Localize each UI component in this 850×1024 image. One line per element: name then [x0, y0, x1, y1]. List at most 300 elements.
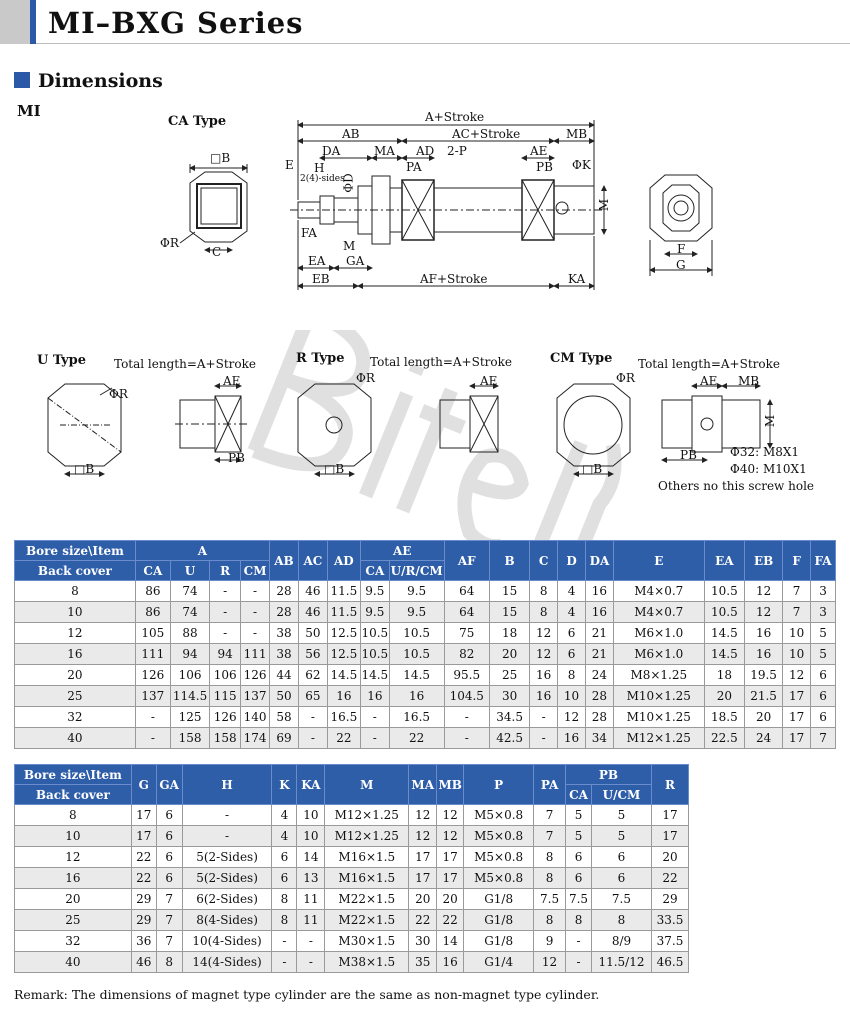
dim-pb-ca: PB	[536, 160, 553, 174]
t2-head-ma: MA	[409, 765, 437, 805]
table-row	[15, 847, 689, 868]
t1-head-f: F	[783, 541, 811, 581]
table-cell: 7	[783, 581, 811, 602]
table-cell: 13	[297, 868, 325, 889]
t1-head-b: B	[489, 541, 529, 581]
table-cell: 29	[131, 889, 156, 910]
table-cell: M6×1.0	[613, 644, 704, 665]
table-cell: 4	[272, 826, 297, 847]
table-cell: 46	[298, 581, 327, 602]
table-row	[15, 623, 836, 644]
r-type-label: R Type	[296, 351, 345, 366]
table-cell: 8	[534, 910, 566, 931]
table-cell: 17	[651, 805, 688, 826]
table-cell: 11.5	[327, 581, 360, 602]
table-cell: 137	[135, 686, 170, 707]
table-cell: 8	[15, 805, 132, 826]
table-row	[15, 889, 689, 910]
table-cell: 8	[566, 910, 592, 931]
dim-h: H	[314, 161, 325, 175]
table-cell: 74	[170, 602, 209, 623]
cm-note-1: Φ32: M8X1	[730, 445, 800, 459]
table-cell: 17	[131, 805, 156, 826]
table-cell: 16.5	[389, 707, 444, 728]
table-cell: 14(4-Sides)	[182, 952, 272, 973]
t2-head-mb: MB	[437, 765, 464, 805]
table-cell: -	[444, 707, 489, 728]
table-cell: 44	[270, 665, 299, 686]
table-row	[15, 805, 689, 826]
table-cell: 32	[15, 707, 136, 728]
table-cell: 46.5	[651, 952, 688, 973]
table-cell: 64	[444, 581, 489, 602]
t1-head-af: AF	[444, 541, 489, 581]
table-cell: 6	[156, 805, 182, 826]
table-cell: 7.5	[592, 889, 652, 910]
table-cell: 9.5	[360, 581, 389, 602]
table-cell: 22	[651, 868, 688, 889]
table-cell: -	[298, 728, 327, 749]
table-cell: -	[241, 581, 270, 602]
table-cell: 17	[437, 868, 464, 889]
table-cell: 8	[534, 868, 566, 889]
dimension-table-1	[14, 540, 836, 749]
t1-head-ad: AD	[327, 541, 360, 581]
table-row	[15, 952, 689, 973]
page-title: MI–BXG Series	[48, 6, 304, 40]
table-cell: M5×0.8	[464, 805, 534, 826]
table-cell: 5	[566, 826, 592, 847]
table-cell: M22×1.5	[325, 910, 409, 931]
table-cell: 9.5	[389, 581, 444, 602]
table-cell: 17	[131, 826, 156, 847]
table-cell: 16	[389, 686, 444, 707]
table-row	[15, 644, 836, 665]
dim-mb: MB	[566, 127, 588, 141]
table-cell: 46	[298, 602, 327, 623]
table-cell: 20	[409, 889, 437, 910]
table-cell: 16	[530, 665, 558, 686]
dim-phid: ΦD	[341, 173, 356, 193]
table-cell: 21	[585, 623, 613, 644]
table-cell: 10.5	[704, 602, 744, 623]
table-cell: 82	[444, 644, 489, 665]
table-cell: -	[566, 952, 592, 973]
table-cell: 114.5	[170, 686, 209, 707]
table-cell: 10	[558, 686, 586, 707]
table-cell: 111	[241, 644, 270, 665]
table-cell: 5	[592, 805, 652, 826]
table-cell: M12×1.25	[325, 805, 409, 826]
table-cell: 8	[272, 910, 297, 931]
t2-head-g: G	[131, 765, 156, 805]
table-cell: 12	[744, 581, 782, 602]
table-cell: 16	[437, 952, 464, 973]
table-cell: 8	[272, 889, 297, 910]
table-cell: M10×1.25	[613, 707, 704, 728]
t1-head-a: A	[135, 541, 269, 561]
cm-mb: MB	[738, 374, 760, 388]
dim-eb: EB	[312, 272, 330, 286]
table-cell: M5×0.8	[464, 847, 534, 868]
dim-fa: FA	[301, 226, 317, 240]
table-row	[15, 707, 836, 728]
table-cell: M16×1.5	[325, 847, 409, 868]
table-cell: 17	[409, 847, 437, 868]
table-cell: 14.5	[389, 665, 444, 686]
table-cell: 10	[297, 805, 325, 826]
table-cell: 22	[327, 728, 360, 749]
table-cell: 104.5	[444, 686, 489, 707]
t2-head-pa: PA	[534, 765, 566, 805]
u-type-label: U Type	[37, 353, 87, 368]
table-cell: 8	[530, 602, 558, 623]
table-cell: 29	[651, 889, 688, 910]
table-row	[15, 728, 836, 749]
dim-g: G	[676, 258, 686, 272]
table-cell: 10	[783, 623, 811, 644]
cm-b: □B	[582, 462, 603, 476]
table-cell: 12	[558, 707, 586, 728]
table-cell: 16	[15, 644, 136, 665]
table-row	[15, 931, 689, 952]
table-cell: 14.5	[704, 623, 744, 644]
table-cell: 56	[298, 644, 327, 665]
table-cell: 18	[489, 623, 529, 644]
table-cell: -	[566, 931, 592, 952]
table-cell: -	[360, 728, 389, 749]
table-cell: -	[444, 728, 489, 749]
table-cell: 6	[558, 644, 586, 665]
table-cell: 17	[783, 686, 811, 707]
table-cell: 11.5	[327, 602, 360, 623]
table-cell: 14	[297, 847, 325, 868]
table-cell: 17	[437, 847, 464, 868]
table-cell: 4	[272, 805, 297, 826]
table-cell: 22.5	[704, 728, 744, 749]
table-cell: 6	[558, 623, 586, 644]
table-cell: 17	[783, 728, 811, 749]
table-cell: -	[297, 931, 325, 952]
table-cell: 10	[15, 826, 132, 847]
table-cell: 5	[566, 805, 592, 826]
table-cell: 17	[651, 826, 688, 847]
table-cell: 8	[530, 581, 558, 602]
t1-head-ac: AC	[298, 541, 327, 581]
cm-type-end-view	[557, 384, 630, 474]
u-b: □B	[74, 462, 95, 476]
table-cell: 10	[297, 826, 325, 847]
table-cell: 12	[437, 805, 464, 826]
table-cell: 6	[156, 868, 182, 889]
table-cell: -	[241, 602, 270, 623]
u-phir: ΦR	[109, 387, 128, 401]
cm-note-2: Φ40: M10X1	[730, 462, 807, 476]
table-cell: 106	[210, 665, 241, 686]
table-cell: 14.5	[704, 644, 744, 665]
table-row	[15, 581, 836, 602]
table-cell: 20	[651, 847, 688, 868]
table-cell: 8	[592, 910, 652, 931]
table-cell: 25	[15, 686, 136, 707]
table-cell: 8	[156, 952, 182, 973]
dim-e: E	[285, 158, 294, 172]
table-cell: 8(4-Sides)	[182, 910, 272, 931]
table-cell: 158	[170, 728, 209, 749]
dim-pa: PA	[406, 160, 422, 174]
table-cell: 10.5	[360, 623, 389, 644]
table-cell: 9.5	[360, 602, 389, 623]
table-cell: 137	[241, 686, 270, 707]
table-cell: 140	[241, 707, 270, 728]
table-cell: 10.5	[360, 644, 389, 665]
t1-head-ae-ca: CA	[360, 561, 389, 581]
table-cell: -	[210, 602, 241, 623]
table-cell: 12	[15, 623, 136, 644]
table-cell: M8×1.25	[613, 665, 704, 686]
dim-ka: KA	[568, 272, 586, 286]
table-cell: 15	[489, 602, 529, 623]
table-cell: M4×0.7	[613, 581, 704, 602]
table-cell: 16	[558, 728, 586, 749]
cm-ae: AE	[700, 374, 718, 388]
table-cell: 6	[811, 707, 836, 728]
table-cell: 14	[437, 931, 464, 952]
table-row	[15, 665, 836, 686]
table-cell: 3	[811, 581, 836, 602]
r-type-end-view	[298, 384, 371, 474]
table-cell: 16.5	[327, 707, 360, 728]
dim-m-ca: M	[597, 198, 612, 212]
cm-total-length: Total length=A+Stroke	[638, 357, 780, 371]
table-cell: 50	[270, 686, 299, 707]
table-cell: 22	[131, 868, 156, 889]
table-cell: 32	[15, 931, 132, 952]
table-cell: 17	[783, 707, 811, 728]
table-cell: 6	[156, 826, 182, 847]
table-cell: 17	[409, 868, 437, 889]
table-cell: 25	[489, 665, 529, 686]
table-cell: 4	[558, 581, 586, 602]
table-cell: -	[241, 623, 270, 644]
table-cell: 11	[297, 889, 325, 910]
t2-head-p: P	[464, 765, 534, 805]
t2-head-r: R	[651, 765, 688, 805]
cm-phir: ΦR	[616, 371, 635, 385]
dim-phik: ΦK	[572, 158, 591, 172]
table-cell: 6	[272, 847, 297, 868]
table-cell: 24	[744, 728, 782, 749]
t1-head-a-cm: CM	[241, 561, 270, 581]
t2-head-pb-ca: CA	[566, 785, 592, 805]
table-cell: 86	[135, 581, 170, 602]
dim-m-bottom: M	[343, 239, 356, 253]
t1-head-eb: EB	[744, 541, 782, 581]
t2-head-ka: KA	[297, 765, 325, 805]
table-cell: 5	[811, 623, 836, 644]
table-cell: 7.5	[566, 889, 592, 910]
table-cell: 7.5	[534, 889, 566, 910]
table-cell: 16	[744, 623, 782, 644]
t1-head-e: E	[613, 541, 704, 581]
table-cell: 58	[270, 707, 299, 728]
dim-phir-ca: ΦR	[160, 236, 179, 250]
table-cell: 9.5	[389, 602, 444, 623]
table-cell: 6	[566, 868, 592, 889]
dim-ea: EA	[308, 254, 326, 268]
dim-ac-stroke: AC+Stroke	[452, 127, 521, 141]
table-cell: 40	[15, 952, 132, 973]
t1-head-c: C	[530, 541, 558, 581]
table-cell: 111	[135, 644, 170, 665]
table-cell: 24	[585, 665, 613, 686]
table-cell: 38	[270, 644, 299, 665]
table-cell: 40	[15, 728, 136, 749]
table-cell: 50	[298, 623, 327, 644]
t1-head-d: D	[558, 541, 586, 581]
table-cell: 14.5	[360, 665, 389, 686]
u-pb: PB	[228, 451, 245, 465]
table-cell: 115	[210, 686, 241, 707]
r-b: □B	[324, 462, 345, 476]
dimension-table-2	[14, 764, 689, 973]
t1-head-a-u: U	[170, 561, 209, 581]
table-cell: 105	[135, 623, 170, 644]
table-cell: 16	[327, 686, 360, 707]
table-cell: 37.5	[651, 931, 688, 952]
table-cell: -	[210, 623, 241, 644]
table-cell: 12	[15, 847, 132, 868]
table-cell: 20	[15, 889, 132, 910]
table-cell: 25	[15, 910, 132, 931]
table-cell: 28	[270, 602, 299, 623]
table-cell: -	[272, 952, 297, 973]
table-cell: 16	[15, 868, 132, 889]
table-cell: 8/9	[592, 931, 652, 952]
table-cell: 7	[534, 826, 566, 847]
table-cell: 6	[592, 868, 652, 889]
table-cell: 7	[156, 889, 182, 910]
table-cell: 21	[585, 644, 613, 665]
t1-head-a-r: R	[210, 561, 241, 581]
cm-type-label: CM Type	[550, 351, 613, 366]
remark-note: Remark: The dimensions of magnet type cylinder are the same as non-magnet type cylinder.	[14, 987, 600, 1002]
table-cell: 18.5	[704, 707, 744, 728]
table-cell: 69	[270, 728, 299, 749]
table-cell: 15	[489, 581, 529, 602]
table-cell: 10	[15, 602, 136, 623]
table-cell: 126	[135, 665, 170, 686]
table-cell: 8	[558, 665, 586, 686]
table-cell: 6	[272, 868, 297, 889]
table-cell: 34.5	[489, 707, 529, 728]
table-cell: -	[135, 707, 170, 728]
table-cell: 88	[170, 623, 209, 644]
t2-head-h: H	[182, 765, 272, 805]
table-cell: 42.5	[489, 728, 529, 749]
table-cell: G1/8	[464, 889, 534, 910]
table-cell: 126	[210, 707, 241, 728]
table-cell: 6(2-Sides)	[182, 889, 272, 910]
dim-ae-ca: AE	[530, 144, 548, 158]
table-cell: 125	[170, 707, 209, 728]
table-cell: 6	[156, 847, 182, 868]
table-row	[15, 868, 689, 889]
table-cell: 106	[170, 665, 209, 686]
table-cell: 126	[241, 665, 270, 686]
table-cell: 94	[170, 644, 209, 665]
cm-pb: PB	[680, 448, 697, 462]
table-cell: -	[298, 707, 327, 728]
table-cell: 18	[704, 665, 744, 686]
dim-ad: AD	[416, 144, 435, 158]
table-cell: M5×0.8	[464, 826, 534, 847]
table-cell: 20	[704, 686, 744, 707]
table-cell: 46	[131, 952, 156, 973]
table-cell: M6×1.0	[613, 623, 704, 644]
table-row	[15, 910, 689, 931]
table-cell: 28	[585, 686, 613, 707]
table-cell: 5	[811, 644, 836, 665]
table-cell: 11	[297, 910, 325, 931]
cm-m: M	[763, 414, 778, 428]
table-cell: M30×1.5	[325, 931, 409, 952]
table-cell: G1/8	[464, 931, 534, 952]
table-cell: 22	[409, 910, 437, 931]
section-title: Dimensions	[38, 70, 163, 92]
dim-af-stroke: AF+Stroke	[420, 272, 488, 286]
table-cell: M5×0.8	[464, 868, 534, 889]
dim-2-4-sides: 2(4)-sides	[300, 174, 345, 184]
table-cell: -	[530, 728, 558, 749]
dim-c-ca: C	[212, 245, 222, 259]
dim-f: F	[677, 242, 686, 256]
table-cell: 12	[534, 952, 566, 973]
t1-head-back-cover: Back cover	[15, 561, 136, 581]
table-cell: 28	[270, 581, 299, 602]
t2-head-bore: Bore size\Item	[15, 765, 132, 785]
dim-ma: MA	[374, 144, 395, 158]
table-cell: 7	[534, 805, 566, 826]
table-cell: 174	[241, 728, 270, 749]
table-cell: 7	[156, 931, 182, 952]
t1-head-ae-urcm: U/R/CM	[389, 561, 444, 581]
table-cell: -	[182, 805, 272, 826]
table-cell: 34	[585, 728, 613, 749]
table-cell: M38×1.5	[325, 952, 409, 973]
table-cell: 19.5	[744, 665, 782, 686]
section-subtitle: MI	[17, 102, 41, 120]
r-total-length: Total length=A+Stroke	[370, 355, 512, 369]
table-cell: 75	[444, 623, 489, 644]
table-row	[15, 602, 836, 623]
t2-head-back-cover: Back cover	[15, 785, 132, 805]
table-cell: 65	[298, 686, 327, 707]
table-cell: -	[135, 728, 170, 749]
table-cell: M16×1.5	[325, 868, 409, 889]
r-phir: ΦR	[356, 371, 375, 385]
t2-head-ga: GA	[156, 765, 182, 805]
table-cell: 94	[210, 644, 241, 665]
table-cell: 29	[131, 910, 156, 931]
dim-ga: GA	[346, 254, 365, 268]
table-cell: 10(4-Sides)	[182, 931, 272, 952]
dim-b-ca: □B	[210, 151, 231, 165]
table-cell: 3	[811, 602, 836, 623]
r-type-side-view	[440, 386, 498, 452]
table-cell: -	[530, 707, 558, 728]
table-cell: 12	[530, 644, 558, 665]
